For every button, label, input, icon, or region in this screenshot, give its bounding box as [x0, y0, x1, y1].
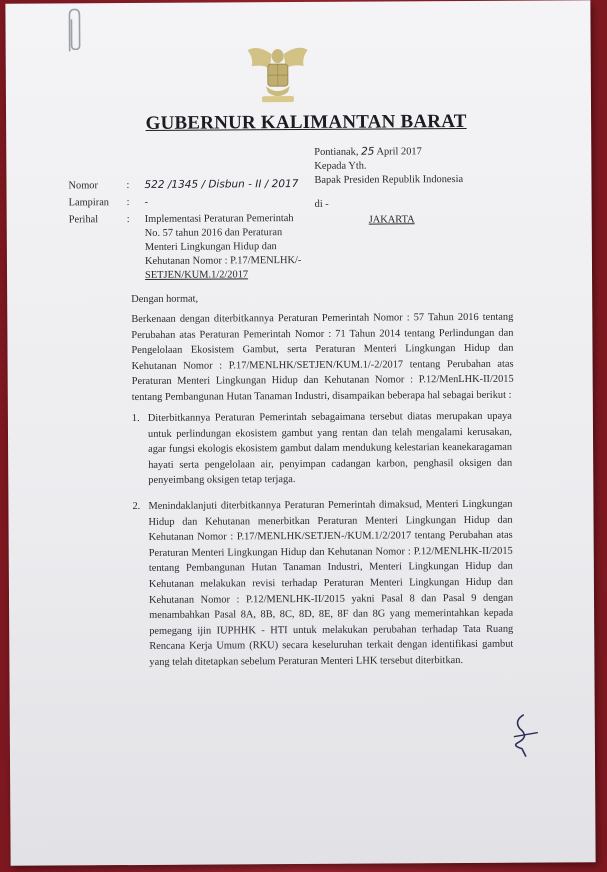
- perihal-line-2: No. 57 tahun 2016 dan Peraturan: [144, 227, 283, 239]
- lampiran-value: -: [144, 196, 149, 208]
- list-item-text: Diterbitkannya Peraturan Pemerintah sebagaimana tersebut diatas merupakan upaya untuk perlindungan ekosistem gambut yang rentan dan telah mengalami kerusakan, agar fungsi ekologis ekosistem gambut dalam mendukung kelestarian keanekaragaman hayati serta pengelolaan air, penyimpan cadangan karbon, penghasil oksigen dan penyeimbang oksigen tetap terjaga.: [147, 410, 513, 487]
- recipient-line-1: Kepada Yth.: [314, 160, 367, 172]
- recipient-city-text: JAKARTA: [368, 214, 415, 226]
- nomor-label: Nomor: [68, 180, 98, 192]
- intro-paragraph: Berkenaan dengan diterbitkannya Peraturan Pemerintah Nomor : 57 Tahun 2016 tentang Perubahan atas Peraturan Pemerintah Nomor : 71 Tahun 2014 tentang Perlindungan dan Pengelolaan Ekosistem Gambut, serta Peraturan Menteri Lingkungan Hidup dan Kehutanan Nomor : P.17/MENLHK/SETJEN/KUM.1/-2/2017 tentang Perubahan atas Peraturan Menteri Lingkungan Hidup dan Kehutanan Nomor : P.12/MenLHK-II/2015 tentang Pembangunan Hutan Tanaman Industri, disampaikan beberapa hal sebagai berikut :: [131, 311, 514, 403]
- garuda-emblem-icon: [244, 36, 312, 106]
- list-item: [131, 409, 513, 489]
- initial-signature-icon: [504, 713, 544, 759]
- salutation: Dengan hormat,: [131, 293, 199, 306]
- perihal-label: Perihal: [68, 214, 99, 226]
- place-date: [314, 144, 422, 160]
- recipient-city: [369, 213, 415, 227]
- list-item-text: Menindaklanjuti diterbitkannya Peraturan Pemerintah dimaksud, Menteri Lingkungan Hidup dan Kehutanan menerbitkan Peraturan Menteri Lingkungan Hidup dan Kehutanan Nomor : P.17/MENLHK/SETJEN-/KUM.1/2/2017 tentang Perubahan atas Peraturan Menteri Lingkungan Hidup dan Kehutanan Nomor : P.12/MENLHK-II/2015 tentang Pembangunan Hutan Tanaman Industri, Menteri Lingkungan Hidup dan Kehutanan melakukan revisi terhadap Peraturan Menteri Lingkungan Hidup dan Kehutanan Nomor : P.12/MENLHK-II/2015 yakni Pasal 8 dan Pasal 9 dengan menambahkan Pasal 8A, 8B, 8C, 8D, 8E, 8F dan 8G yang memerintahkan kepada pemegang ijin IUPHHK - HTI untuk melakukan perubahan terhadap Tata Ruang Rencana Kerja Umum (RKU) secara keseluruhan terkait dengan identifikasi gambut yang telah ditetapkan sebelum Peraturan Menteri LHK tersebut diterbitkan.: [148, 498, 514, 668]
- lampiran-colon: :: [126, 197, 130, 209]
- letter-page: [5, 0, 595, 866]
- letterhead-title: GUBERNUR KALIMANTAN BARAT: [145, 110, 467, 134]
- recipient-line-2: Bapak Presiden Republik Indonesia: [314, 174, 464, 186]
- date-day: 25: [361, 145, 375, 158]
- list-item: [132, 497, 514, 671]
- nomor-value: 522 /1345 / Disbun - II / 2017: [144, 178, 299, 191]
- perihal-line-5-text: SETJEN/KUM.1/2/2017: [145, 269, 249, 281]
- perihal-line-5: [145, 268, 248, 283]
- perihal-line-1: Implementasi Peraturan Pemerintah: [144, 213, 294, 225]
- date-month-year: April 2017: [376, 146, 422, 158]
- lampiran-label: Lampiran: [68, 197, 110, 209]
- nomor-colon: :: [126, 180, 130, 192]
- paper-clip-icon: [63, 7, 85, 53]
- list-item-number: 2.: [132, 500, 141, 512]
- date-city: Pontianak,: [314, 146, 359, 158]
- perihal-line-4: Kehutanan Nomor : P.17/MENLHK/-: [144, 254, 302, 267]
- perihal-line-3: Menteri Lingkungan Hidup dan: [144, 241, 277, 253]
- perihal-colon: :: [126, 214, 130, 226]
- recipient-line-3: di -: [314, 198, 329, 210]
- list-item-number: 1.: [131, 412, 140, 425]
- points-list: [131, 409, 514, 681]
